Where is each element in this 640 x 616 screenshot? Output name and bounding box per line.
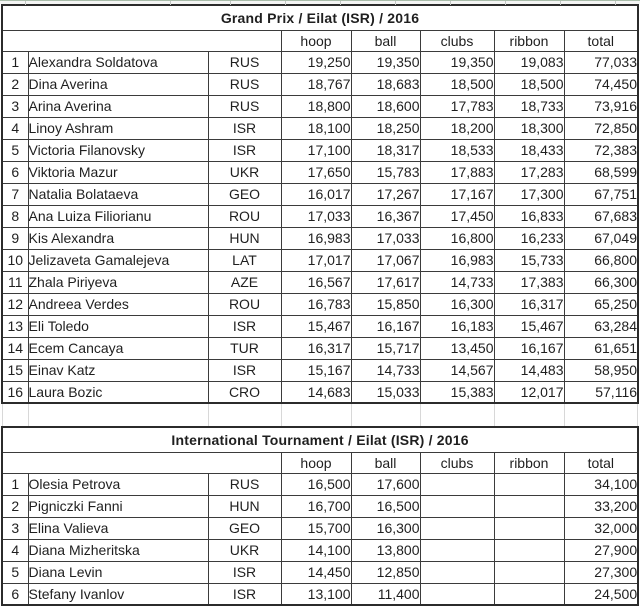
rank-cell: 2 [2,73,28,95]
ball-cell: 17,600 [351,473,420,495]
rank-cell: 11 [2,271,28,293]
rank-cell: 1 [2,473,28,495]
country-cell: ISR [208,583,281,605]
total-cell: 73,916 [564,95,638,117]
ribbon-cell [494,517,564,539]
table-row [2,293,638,315]
ball-cell: 13,800 [351,539,420,561]
table-row [2,205,638,227]
table-row [2,539,638,561]
rank-cell: 16 [2,381,28,403]
gridline [420,404,421,426]
clubs-cell: 16,800 [420,227,494,249]
table-row [2,381,638,403]
table-row [2,95,638,117]
ball-cell: 19,350 [351,51,420,73]
column-header-cell: hoop [281,30,351,51]
table-row [2,227,638,249]
hoop-cell: 16,567 [281,271,351,293]
total-cell: 68,599 [564,161,638,183]
country-cell: AZE [208,271,281,293]
hoop-cell: 17,017 [281,249,351,271]
name-cell: Olesia Petrova [28,473,208,495]
ball-cell: 15,033 [351,381,420,403]
hoop-cell: 16,317 [281,337,351,359]
rank-cell: 14 [2,337,28,359]
rank-cell: 15 [2,359,28,381]
total-cell: 72,850 [564,117,638,139]
hoop-cell: 17,100 [281,139,351,161]
rank-cell: 7 [2,183,28,205]
hoop-cell: 16,983 [281,227,351,249]
ribbon-cell: 15,733 [494,249,564,271]
table-row [2,359,638,381]
column-header-row [2,30,638,51]
country-cell: HUN [208,227,281,249]
country-cell: RUS [208,95,281,117]
country-cell: HUN [208,495,281,517]
ball-cell: 17,067 [351,249,420,271]
clubs-cell [420,473,494,495]
rank-cell: 1 [2,51,28,73]
total-cell: 32,000 [564,517,638,539]
total-cell: 66,800 [564,249,638,271]
gridline [230,1,231,5]
gridline [494,404,495,426]
name-cell: Pigniczki Fanni [28,495,208,517]
clubs-cell: 14,567 [420,359,494,381]
column-header-cell: clubs [420,30,494,51]
column-header-cell: ball [351,452,420,473]
rank-cell: 9 [2,227,28,249]
column-header-cell: ribbon [494,30,564,51]
table-row [2,161,638,183]
hoop-cell: 15,467 [281,315,351,337]
rank-cell: 3 [2,95,28,117]
ball-cell: 17,267 [351,183,420,205]
clubs-cell [420,495,494,517]
country-cell: LAT [208,249,281,271]
total-cell: 57,116 [564,381,638,403]
country-cell: CRO [208,381,281,403]
name-cell: Victoria Filanovsky [28,139,208,161]
clubs-cell: 19,350 [420,51,494,73]
table-row [2,517,638,539]
table-title-row [2,5,638,30]
ribbon-cell: 12,017 [494,381,564,403]
country-cell: RUS [208,51,281,73]
table-row [2,337,638,359]
column-header-cell: ribbon [494,452,564,473]
ribbon-cell: 16,317 [494,293,564,315]
hoop-cell: 14,100 [281,539,351,561]
country-cell: ISR [208,561,281,583]
ribbon-cell [494,561,564,583]
gridline [281,404,282,426]
column-header-cell: hoop [281,452,351,473]
rank-cell: 10 [2,249,28,271]
clubs-cell: 17,450 [420,205,494,227]
name-cell: Elina Valieva [28,517,208,539]
country-cell: GEO [208,183,281,205]
column-header-cell: ball [351,30,420,51]
hoop-cell: 15,167 [281,359,351,381]
ribbon-cell: 16,233 [494,227,564,249]
clubs-cell [420,561,494,583]
header-spacer-cell [2,30,281,51]
country-cell: ISR [208,139,281,161]
ribbon-cell: 17,300 [494,183,564,205]
name-cell: Ana Luiza Filiorianu [28,205,208,227]
clubs-cell [420,539,494,561]
ribbon-cell: 18,733 [494,95,564,117]
gridline [395,1,396,5]
total-cell: 34,100 [564,473,638,495]
name-cell: Kis Alexandra [28,227,208,249]
total-cell: 67,751 [564,183,638,205]
gridline [615,1,616,5]
rank-cell: 6 [2,583,28,605]
ball-cell: 16,367 [351,205,420,227]
gridline [208,404,209,426]
total-cell: 27,900 [564,539,638,561]
ribbon-cell: 19,083 [494,51,564,73]
name-cell: Diana Levin [28,561,208,583]
grand-prix-title: Grand Prix / Eilat (ISR) / 2016 [2,5,638,30]
empty-spreadsheet-row [0,404,640,426]
ribbon-cell: 18,500 [494,73,564,95]
ribbon-cell: 18,433 [494,139,564,161]
clubs-cell: 13,450 [420,337,494,359]
ball-cell: 18,250 [351,117,420,139]
cutoff-row-sliver [0,0,640,4]
gridline [2,404,3,426]
clubs-cell: 16,300 [420,293,494,315]
gridline [28,404,29,426]
clubs-cell [420,517,494,539]
total-cell: 61,651 [564,337,638,359]
rank-cell: 5 [2,139,28,161]
name-cell: Jelizaveta Gamalejeva [28,249,208,271]
column-header-cell: total [564,452,638,473]
ball-cell: 18,317 [351,139,420,161]
column-header-row [2,452,638,473]
table-row [2,183,638,205]
name-cell: Viktoria Mazur [28,161,208,183]
total-cell: 33,200 [564,495,638,517]
clubs-cell: 14,733 [420,271,494,293]
country-cell: ISR [208,315,281,337]
name-cell: Alexandra Soldatova [28,51,208,73]
total-cell: 72,383 [564,139,638,161]
total-cell: 74,450 [564,73,638,95]
hoop-cell: 16,700 [281,495,351,517]
gridline [564,404,565,426]
hoop-cell: 15,700 [281,517,351,539]
international-tournament-title: International Tournament / Eilat (ISR) / 2016 [2,427,638,452]
name-cell: Stefany Ivanlov [28,583,208,605]
rank-cell: 12 [2,293,28,315]
total-cell: 67,683 [564,205,638,227]
ribbon-cell: 17,283 [494,161,564,183]
grand-prix-body [2,51,638,403]
table-row [2,473,638,495]
rank-cell: 8 [2,205,28,227]
ball-cell: 15,783 [351,161,420,183]
clubs-cell: 16,183 [420,315,494,337]
country-cell: UKR [208,161,281,183]
country-cell: ROU [208,293,281,315]
clubs-cell [420,583,494,605]
ball-cell: 17,033 [351,227,420,249]
hoop-cell: 17,033 [281,205,351,227]
gridline [285,1,286,5]
name-cell: Eli Toledo [28,315,208,337]
rank-cell: 4 [2,539,28,561]
name-cell: Dina Averina [28,73,208,95]
name-cell: Diana Mizheritska [28,539,208,561]
gridline [637,404,638,426]
total-cell: 66,300 [564,271,638,293]
table-row [2,271,638,293]
hoop-cell: 18,767 [281,73,351,95]
hoop-cell: 16,017 [281,183,351,205]
name-cell: Ecem Cancaya [28,337,208,359]
gridline [560,1,561,5]
country-cell: RUS [208,473,281,495]
header-spacer-cell [2,452,281,473]
total-cell: 77,033 [564,51,638,73]
clubs-cell: 18,200 [420,117,494,139]
table-row [2,249,638,271]
hoop-cell: 17,650 [281,161,351,183]
table-row [2,495,638,517]
ball-cell: 14,733 [351,359,420,381]
ribbon-cell [494,539,564,561]
name-cell: Laura Bozic [28,381,208,403]
ball-cell: 16,500 [351,495,420,517]
ball-cell: 18,683 [351,73,420,95]
table-row [2,73,638,95]
column-header-cell: clubs [420,452,494,473]
hoop-cell: 14,683 [281,381,351,403]
ribbon-cell [494,473,564,495]
rank-cell: 5 [2,561,28,583]
total-cell: 65,250 [564,293,638,315]
international-tournament-body [2,473,638,605]
gridline [505,1,506,5]
ribbon-cell: 15,467 [494,315,564,337]
ribbon-cell [494,495,564,517]
table-title-row [2,427,638,452]
hoop-cell: 18,100 [281,117,351,139]
country-cell: ROU [208,205,281,227]
ball-cell: 16,300 [351,517,420,539]
ribbon-cell: 16,833 [494,205,564,227]
clubs-cell: 18,533 [420,139,494,161]
country-cell: GEO [208,517,281,539]
grand-prix-table [1,4,639,404]
hoop-cell: 13,100 [281,583,351,605]
ball-cell: 15,850 [351,293,420,315]
table-row [2,51,638,73]
ribbon-cell: 14,483 [494,359,564,381]
clubs-cell: 17,783 [420,95,494,117]
ribbon-cell [494,583,564,605]
ribbon-cell: 18,300 [494,117,564,139]
clubs-cell: 15,383 [420,381,494,403]
ribbon-cell: 17,383 [494,271,564,293]
ribbon-cell: 16,167 [494,337,564,359]
ball-cell: 11,400 [351,583,420,605]
gridline [351,404,352,426]
ball-cell: 16,167 [351,315,420,337]
name-cell: Zhala Piriyeva [28,271,208,293]
gridline [450,1,451,5]
table-row [2,561,638,583]
clubs-cell: 16,983 [420,249,494,271]
gridline [25,1,26,5]
table-row [2,583,638,605]
gridline [170,1,171,5]
country-cell: TUR [208,337,281,359]
rank-cell: 2 [2,495,28,517]
hoop-cell: 14,450 [281,561,351,583]
rank-cell: 13 [2,315,28,337]
hoop-cell: 19,250 [281,51,351,73]
ball-cell: 17,617 [351,271,420,293]
name-cell: Linoy Ashram [28,117,208,139]
name-cell: Natalia Bolataeva [28,183,208,205]
rank-cell: 6 [2,161,28,183]
clubs-cell: 18,500 [420,73,494,95]
gridline [340,1,341,5]
clubs-cell: 17,883 [420,161,494,183]
column-header-cell: total [564,30,638,51]
name-cell: Arina Averina [28,95,208,117]
country-cell: UKR [208,539,281,561]
international-tournament-table [1,426,639,606]
ball-cell: 18,600 [351,95,420,117]
total-cell: 58,950 [564,359,638,381]
total-cell: 67,049 [564,227,638,249]
country-cell: ISR [208,117,281,139]
total-cell: 24,500 [564,583,638,605]
table-row [2,315,638,337]
hoop-cell: 16,500 [281,473,351,495]
rank-cell: 3 [2,517,28,539]
ball-cell: 12,850 [351,561,420,583]
table-row [2,139,638,161]
ball-cell: 15,717 [351,337,420,359]
hoop-cell: 18,800 [281,95,351,117]
name-cell: Einav Katz [28,359,208,381]
hoop-cell: 16,783 [281,293,351,315]
country-cell: RUS [208,73,281,95]
total-cell: 27,300 [564,561,638,583]
clubs-cell: 17,167 [420,183,494,205]
name-cell: Andreea Verdes [28,293,208,315]
country-cell: ISR [208,359,281,381]
table-row [2,117,638,139]
rank-cell: 4 [2,117,28,139]
total-cell: 63,284 [564,315,638,337]
